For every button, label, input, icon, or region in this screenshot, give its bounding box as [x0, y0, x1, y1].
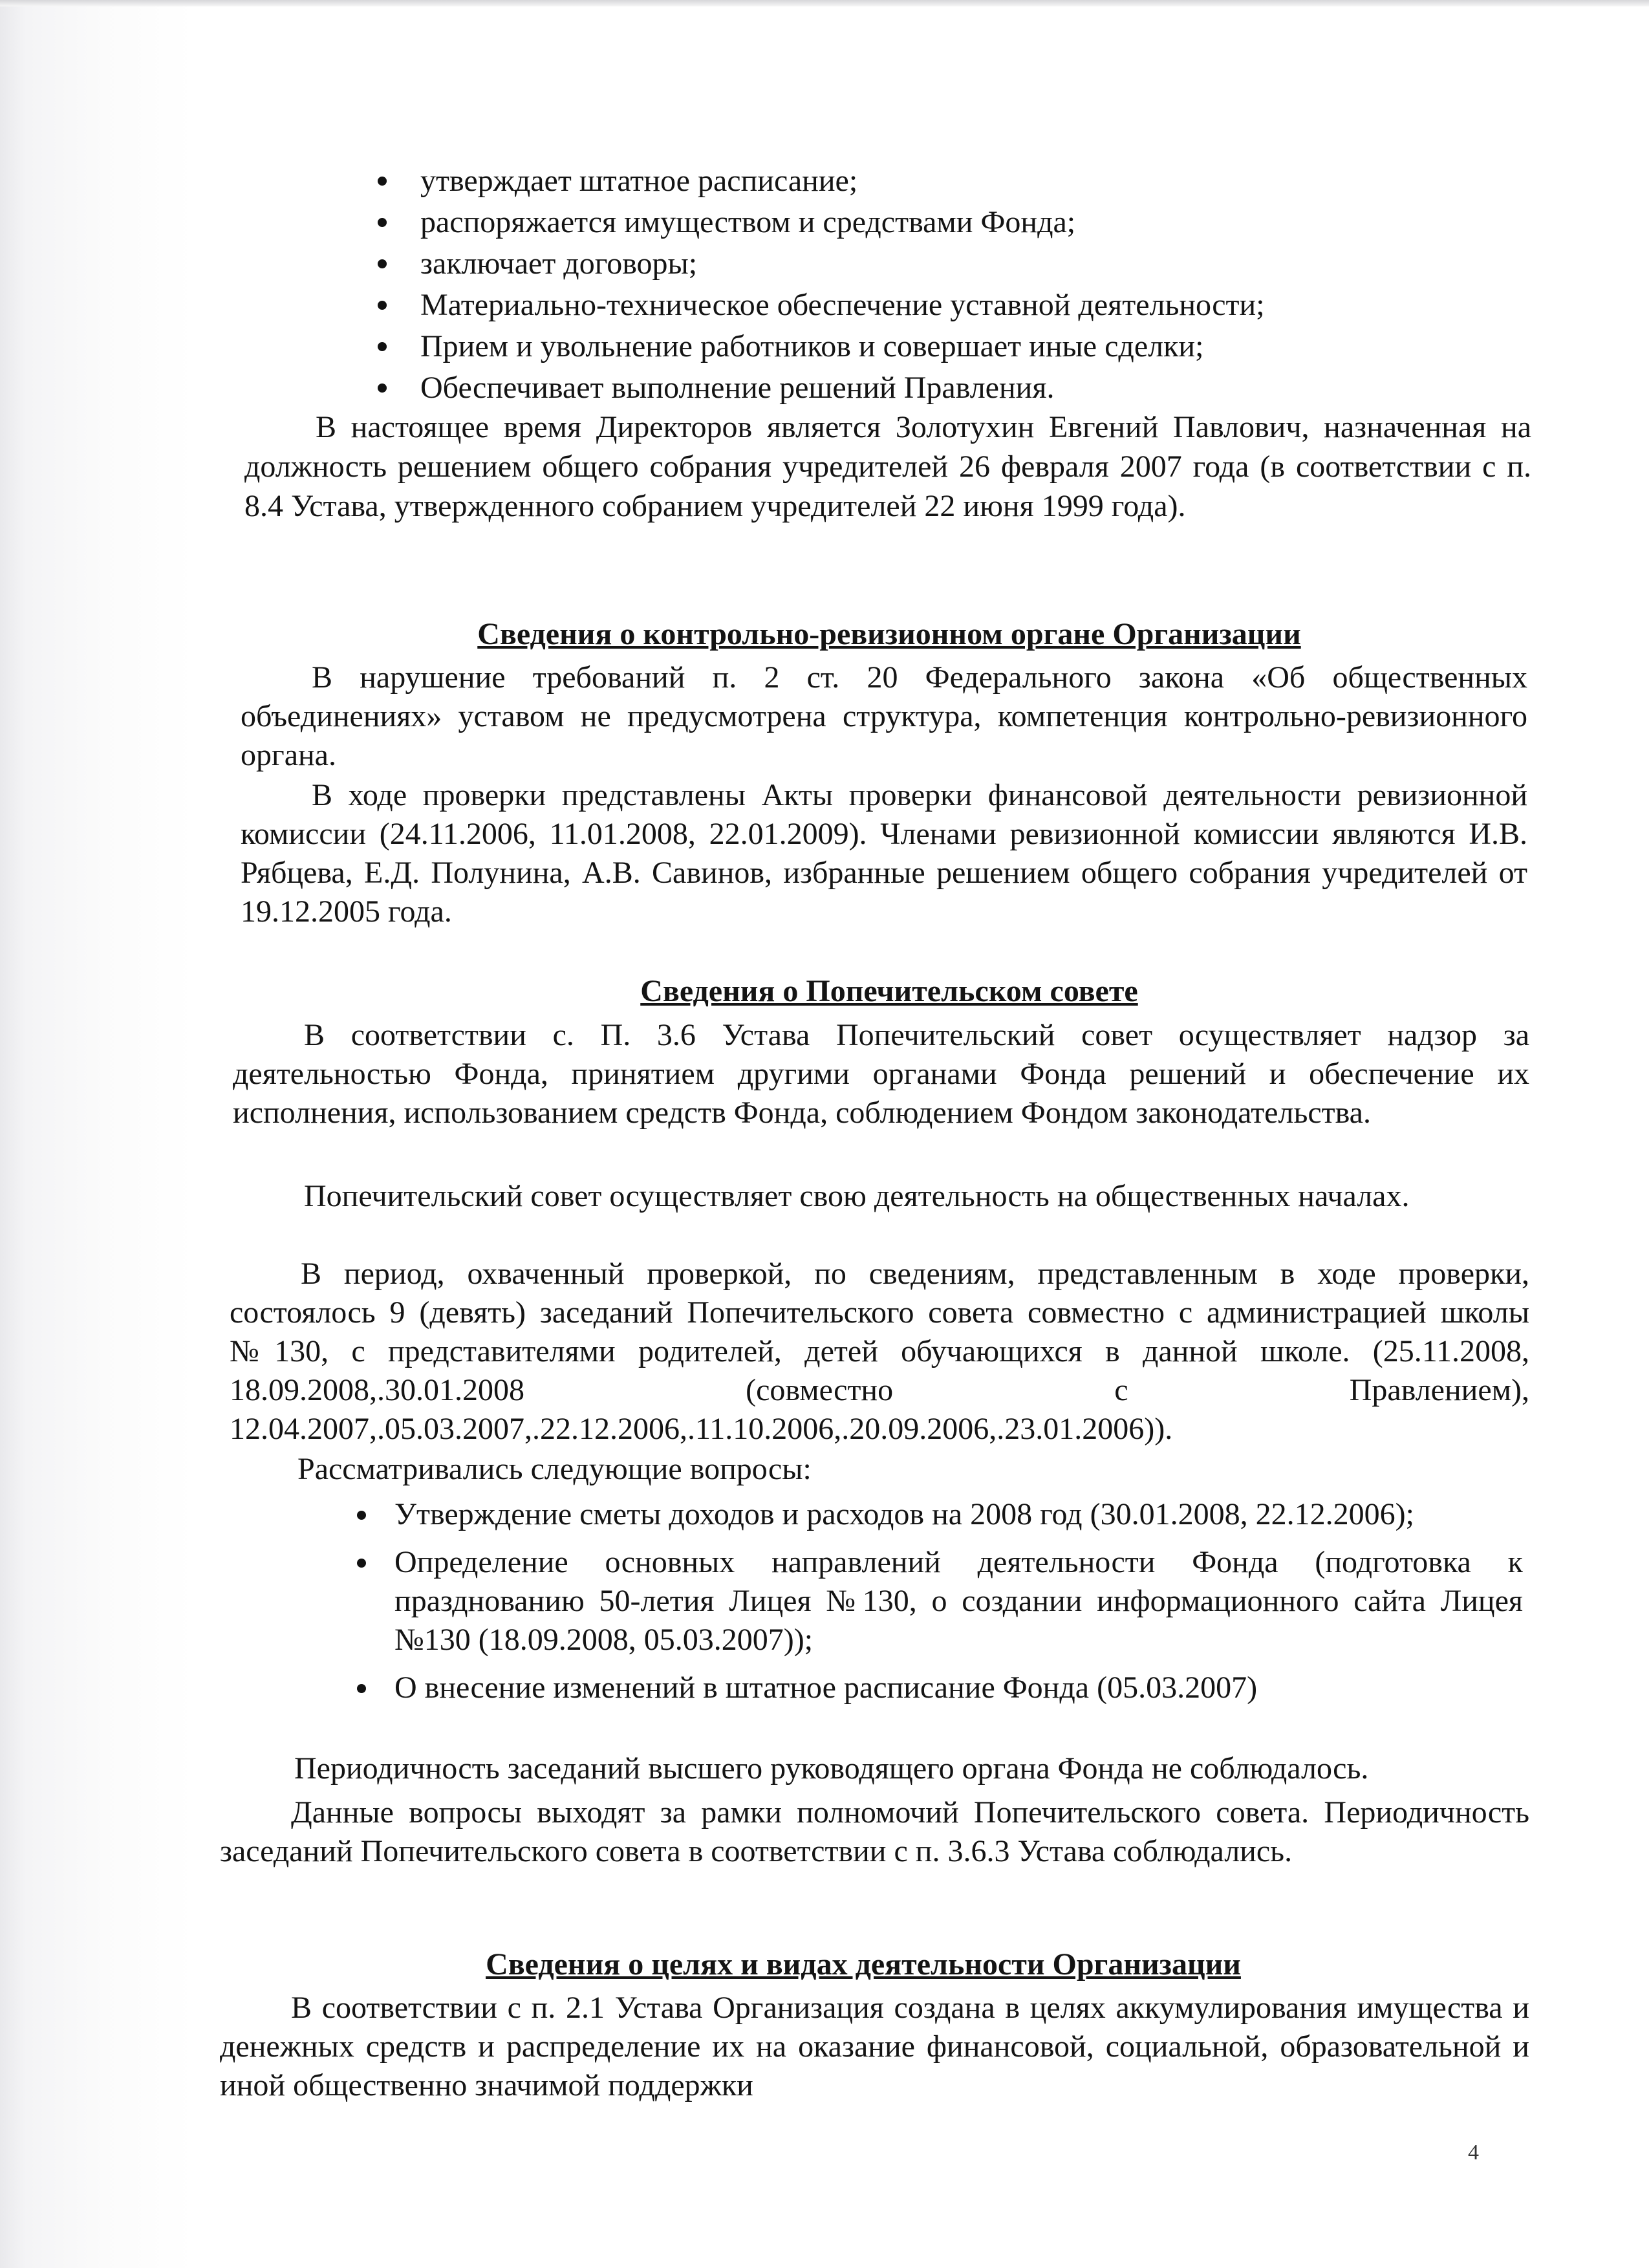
trustee-section-heading: Сведения о Попечительском совете	[640, 974, 1138, 1008]
list-item: распоряжается имуществом и средствами Фонда;	[420, 202, 1584, 243]
list-item: Обеспечивает выполнение решений Правления.	[420, 367, 1584, 409]
audit-paragraph-1: В нарушение требований п. 2 ст. 20 Федерального закона «Об общественных объединениях» уставом не предусмотрена структура, компетенция контрольно-ревизионного органа.	[241, 660, 1527, 772]
director-paragraph: В настоящее время Директоров является Золотухин Евгений Павлович, назначенная на должность решением общего собрания учредителей 26 февраля 2007 года (в соответствии с п. 8.4 Устава, утвержденного собранием учредителей 22 июня 1999 года).	[244, 410, 1531, 523]
audit-paragraph-2: В ходе проверки представлены Акты проверки финансовой деятельности ревизионной комиссии (24.11.2006, 11.01.2008, 22.01.2009). Членами ревизионной комиссии являются И.В. Рябцева, Е.Д. Полунина, А.В. Савинов, избранные решением общего собрания учредителей от 19.12.2005 года.	[241, 778, 1527, 929]
list-item: Материально-техническое обеспечение уставной деятельности;	[420, 285, 1584, 326]
list-item: заключает договоры;	[420, 243, 1584, 285]
trustee-paragraph-1: В соответствии с. П. 3.6 Устава Попечительский совет осуществляет надзор за деятельностью Фонда, принятием другими органами Фонда решений и обеспечение их исполнения, использованием средств Фонда, соблюдением Фондом законодательства.	[233, 1018, 1529, 1130]
list-item: Прием и увольнение работников и совершает иные сделки;	[420, 326, 1584, 367]
trustee-closing-paragraph: Данные вопросы выходят за рамки полномочий Попечительского совета. Периодичность заседаний Попечительского совета в соответствии с п. 3.6.3 Устава соблюдались.	[220, 1795, 1529, 1868]
audit-section-heading: Сведения о контрольно-ревизионном органе Организации	[477, 617, 1301, 651]
goals-paragraph: В соответствии с п. 2.1 Устава Организация создана в целях аккумулирования имущества и денежных средств и распределение их на оказание финансовой, социальной, образовательной и иной общественно значимой поддержки	[220, 1991, 1529, 2102]
goals-section-heading: Сведения о целях и видах деятельности Организации	[486, 1947, 1241, 1982]
list-item: утверждает штатное расписание;	[420, 160, 1584, 202]
page-number: 4	[1468, 2141, 1479, 2165]
list-item: Определение основных направлений деятельности Фонда (подготовка к празднованию 50-летия Лицея №130, о создании информационного сайта Лицея №130 (18.09.2008, 05.03.2007));	[394, 1543, 1523, 1659]
director-duties-list	[420, 160, 1584, 409]
list-item: О внесение изменений в штатное расписание Фонда (05.03.2007)	[394, 1669, 1523, 1707]
trustee-paragraph-2: Попечительский совет осуществляет свою деятельность на общественных началах.	[304, 1179, 1410, 1213]
questions-intro: Рассматривались следующие вопросы:	[297, 1452, 812, 1486]
page-top-edge	[0, 0, 1649, 6]
trustee-questions-list	[394, 1495, 1523, 1707]
list-item: Утверждение сметы доходов и расходов на 2008 год (30.01.2008, 22.12.2006);	[394, 1495, 1523, 1534]
periodicity-note: Периодичность заседаний высшего руководящего органа Фонда не соблюдалось.	[294, 1751, 1369, 1786]
trustee-paragraph-3: В период, охваченный проверкой, по сведениям, представленным в ходе проверки, состоялось 9 (девять) заседаний Попечительского совета совместно с администрацией школы №130, с представителями родителей, детей обучающихся в данной школе. (25.11.2008, 18.09.2008,.30.01.2008 (совместно с Правлением), 12.04.2007,.05.03.2007,.22.12.2006,.11.10.2006,.20.09.2006,.23.01.2006)).	[230, 1257, 1529, 1446]
